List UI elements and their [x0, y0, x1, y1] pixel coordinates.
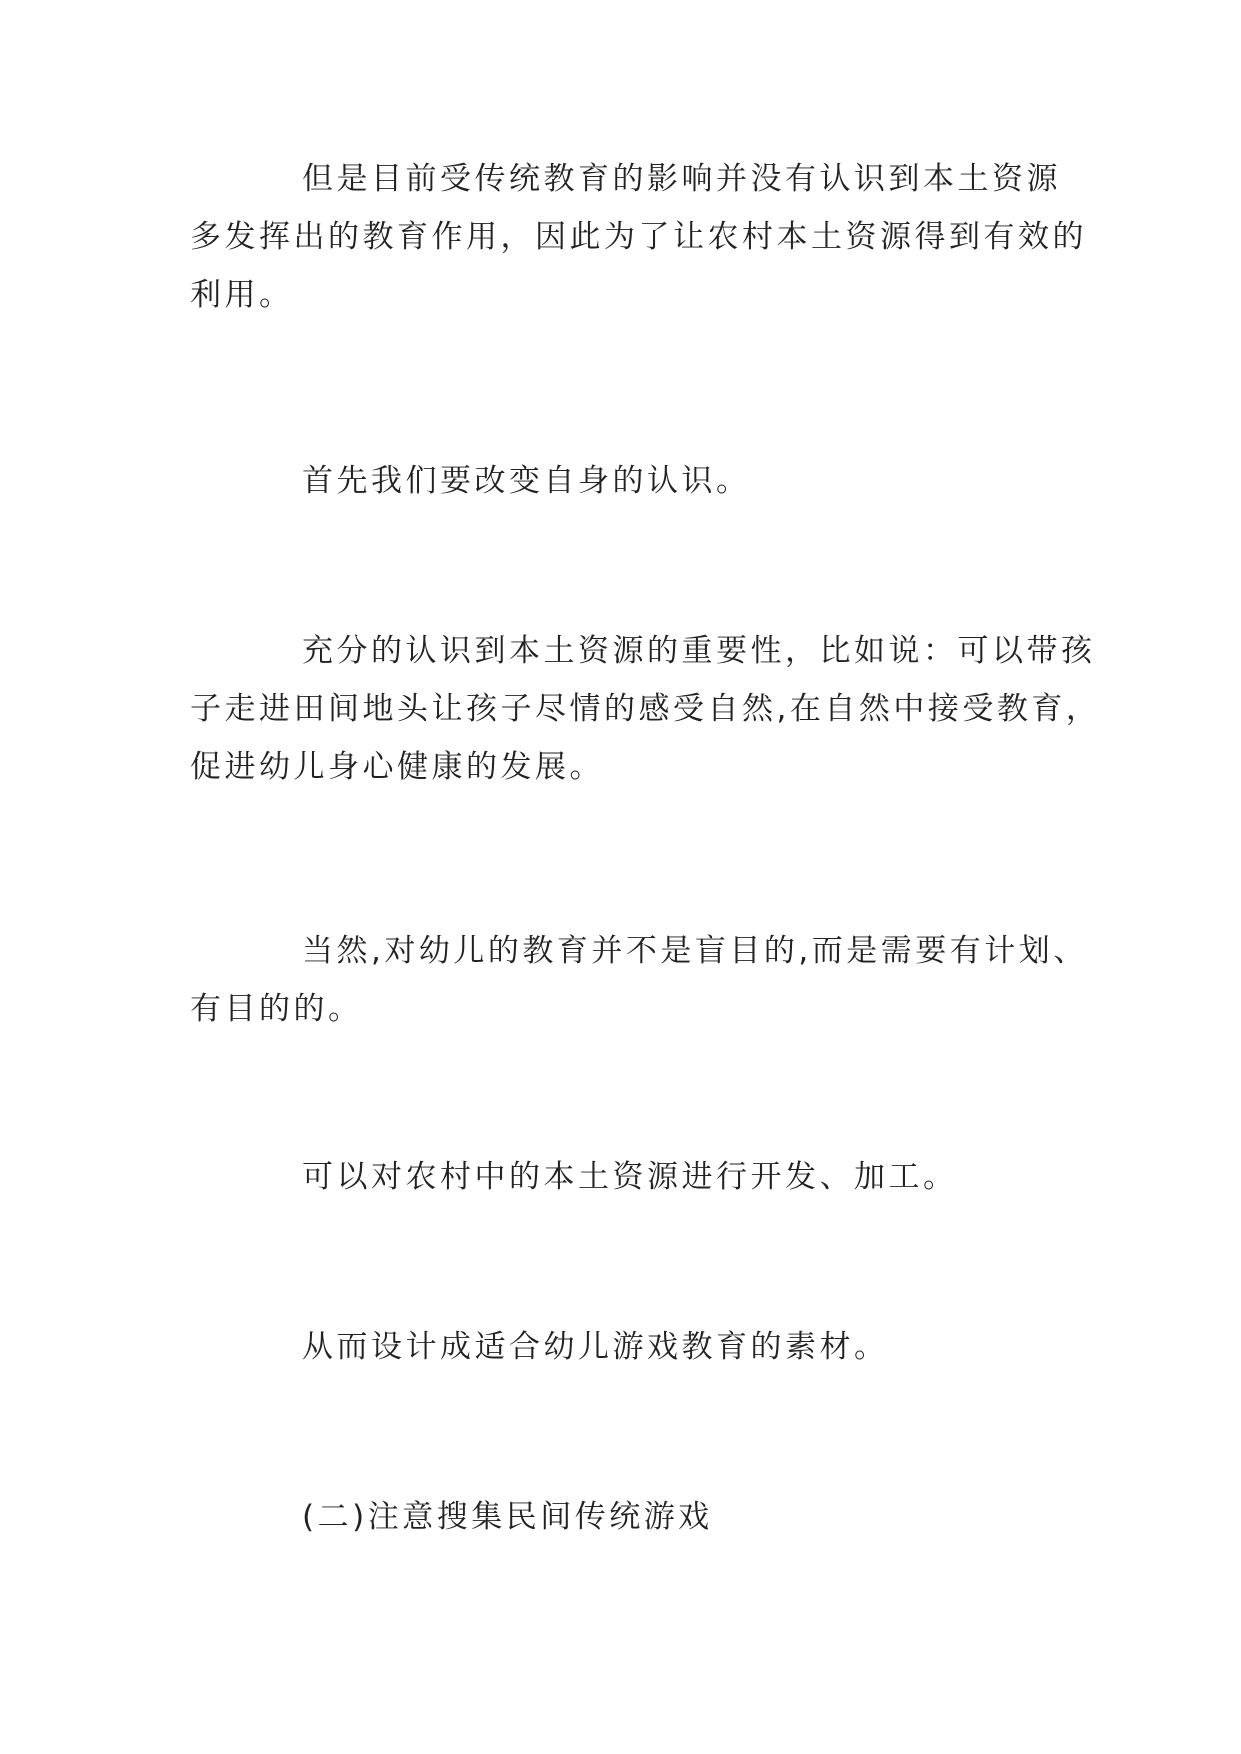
paragraph-4-line-2: 有目的的。	[190, 991, 363, 1027]
paragraph-3	[190, 622, 1101, 796]
paragraph-1-line-3: 利用。	[190, 277, 294, 313]
paragraph-5	[190, 1148, 1050, 1206]
paragraph-6-line-1: 从而设计成适合幼儿游戏教育的素材。	[302, 1329, 889, 1365]
paragraph-1	[190, 150, 1087, 324]
paragraph-3-line-2: 子走进田间地头让孩子尽情的感受自然,在自然中接受教育，	[190, 691, 1101, 727]
paragraph-3-line-1: 充分的认识到本土资源的重要性，比如说：可以带孩	[302, 633, 1096, 669]
paragraph-4	[190, 922, 1088, 1038]
section-heading-line-1: (二)注意搜集民间传统游戏	[302, 1499, 713, 1535]
paragraph-4-line-1: 当然,对幼儿的教育并不是盲目的,而是需要有计划、	[302, 933, 1088, 969]
paragraph-5-line-1: 可以对农村中的本土资源进行开发、加工。	[302, 1159, 958, 1195]
paragraph-2-line-1: 首先我们要改变自身的认识。	[302, 463, 751, 499]
section-heading	[190, 1488, 1050, 1546]
paragraph-6	[190, 1318, 1050, 1376]
paragraph-2	[190, 452, 1050, 510]
paragraph-1-line-2: 多发挥出的教育作用，因此为了让农村本土资源得到有效的	[190, 219, 1087, 255]
paragraph-3-line-3: 促进幼儿身心健康的发展。	[190, 749, 604, 785]
paragraph-1-line-1: 但是目前受传统教育的影响并没有认识到本土资源	[302, 161, 1061, 197]
